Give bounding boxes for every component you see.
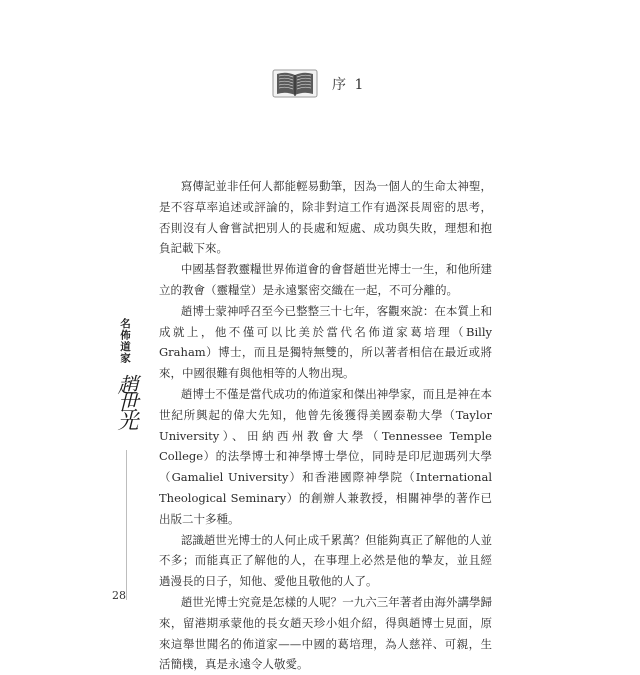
series-title: 名佈道家 xyxy=(119,318,131,364)
sidebar-divider xyxy=(126,450,127,600)
paragraph-1: 寫傳記並非任何人都能輕易動筆，因為一個人的生命太神聖，是不容草率追述或評論的，除非對這工作有過深長周密的思考，否則沒有人會嘗試把別人的長處和短處、成功與失敗，理想和抱負記載下來。 xyxy=(159,179,492,256)
paragraph-6: 趙世光博士究竟是怎樣的人呢？一九六三年著者由海外講學歸來，留港期承蒙他的長女趙天珍小姐介紹，得與趙博士見面，原來這舉世聞名的佈道家——中國的葛培理，為人慈祥、可親，生活簡樸，真是永遠令人敬愛。 xyxy=(159,594,492,672)
paragraph-2: 中國基督教靈糧世界佈道會的會督趙世光博士一生，和他所建立的教會（靈糧堂）是永遠緊密交織在一起，不可分離的。 xyxy=(159,262,492,297)
paragraph-3: 趙博士蒙神呼召至今已整整三十七年，客觀來說：在本質上和成就上，他不僅可以比美於當代名佈道家葛培理（Billy Graham）博士，而且是獨特無雙的，所以著者相信在最近或將來，中國很難有與他相等的人物出現。 xyxy=(159,303,492,381)
page-number: 28 xyxy=(112,589,126,602)
open-book-icon xyxy=(272,68,318,100)
preface-body xyxy=(159,176,492,675)
paragraph-5: 認識趙世光博士的人何止成千累萬？但能夠真正了解他的人並不多；而能真正了解他的人，在事理上必然是他的摯友，並且經過漫長的日子，知他、愛他且敬他的人了。 xyxy=(159,532,492,589)
book-sidebar xyxy=(112,318,140,618)
preface-header xyxy=(272,68,365,100)
calligraphy-name: 趙世光 xyxy=(115,374,139,428)
preface-title: 序 1 xyxy=(332,77,366,93)
paragraph-4: 趙博士不僅是當代成功的佈道家和傑出神學家，而且是神在本世紀所興起的偉大先知，他曾先後獲得美國泰勒大學（Taylor University）、田納西州教會大學（Tennessee Temple College）的法學博士和神學博士學位，同時是印尼迦瑪列大學（Gamaliel University）和香港國際神學院（International Theological Seminary）的創辦人兼教授，相關神學的著作已出版二十多種。 xyxy=(159,386,492,526)
